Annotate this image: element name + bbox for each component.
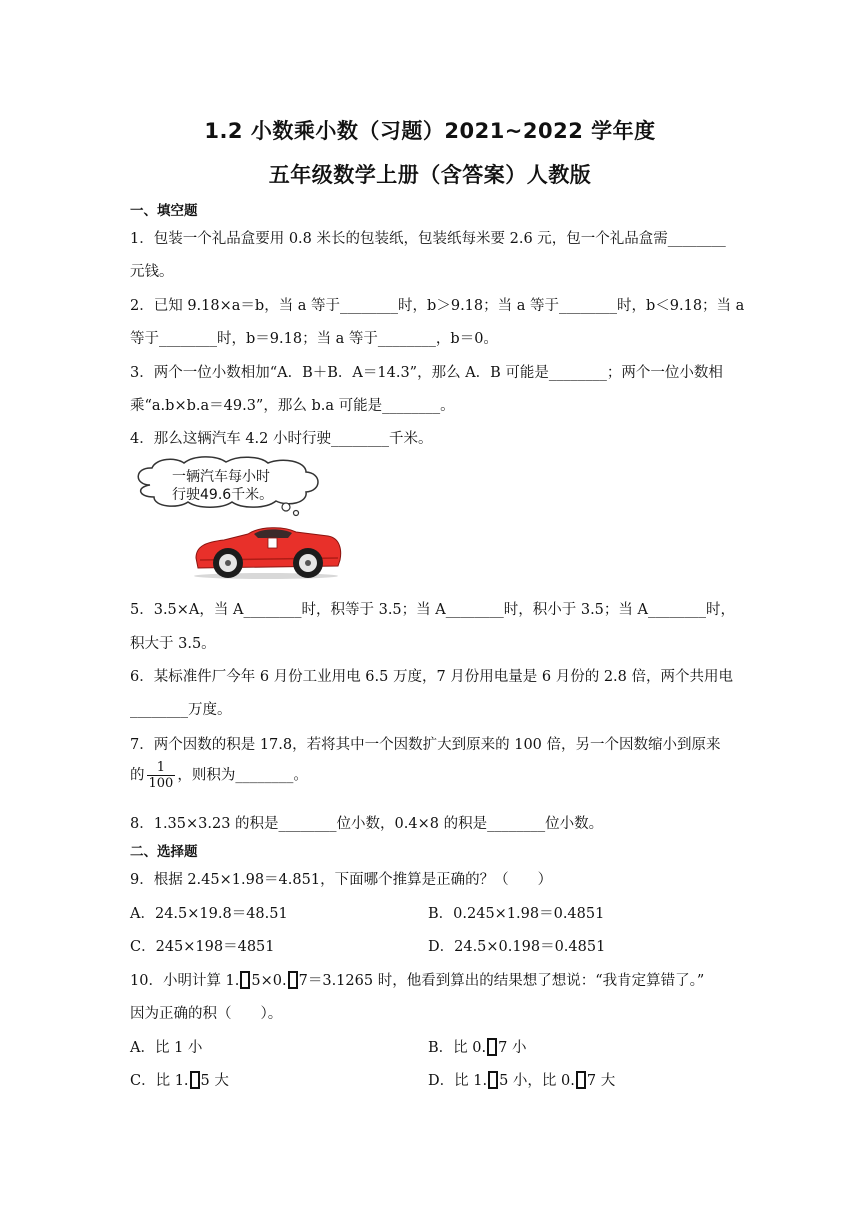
q7-line-2 [130, 760, 308, 791]
section-fill-in: 一、填空题 [130, 203, 198, 219]
q9-option-b: B．0.245×1.98＝0.4851 [428, 906, 605, 922]
q2-line-2: 等于________时，b＝9.18；当 a 等于________，b＝0。 [130, 331, 498, 347]
q7-line-1: 7．两个因数的积是 17.8，若将其中一个因数扩大到原来的 100 倍，另一个因数缩小到原来 [130, 737, 721, 753]
q1-line-2: 元钱。 [130, 264, 174, 280]
blank-box [576, 1071, 586, 1089]
q10-option-c [130, 1069, 229, 1090]
section-multiple-choice: 二、选择题 [130, 844, 198, 860]
q10-option-d-part-a: D．比 1. [428, 1073, 488, 1089]
q10-option-d-part-b: 5 小，比 0. [499, 1073, 575, 1089]
q10-option-c-part-b: 5 大 [200, 1073, 229, 1089]
blank-box [190, 1071, 200, 1089]
q10-option-b-part-b: 7 小 [498, 1040, 527, 1056]
blank-box [488, 1071, 498, 1089]
cloud-text-line-1: 一辆汽车每小时 [172, 469, 270, 485]
q3-line-2: 乘“a.b×b.a＝49.3”，那么 b.a 可能是________。 [130, 398, 455, 414]
q10-option-b-part-a: B．比 0. [428, 1040, 487, 1056]
q7-text-post: ，则积为________。 [177, 767, 308, 784]
fraction-1-100 [147, 760, 176, 791]
q9-option-c: C．245×198＝4851 [130, 939, 275, 955]
q9-option-d: D．24.5×0.198＝0.4851 [428, 939, 606, 955]
q10-stem-part-b: 5×0. [251, 973, 287, 989]
title-line-1: 1.2 小数乘小数（习题）2021~2022 学年度 [204, 119, 656, 143]
cloud-text-line-2: 行驶49.6千米。 [172, 487, 274, 503]
q10-stem-line-2: 因为正确的积（ ）。 [130, 1006, 283, 1022]
q10-option-b [428, 1036, 526, 1057]
q5-line-2: 积大于 3.5。 [130, 636, 216, 652]
q7-text-pre: 的 [130, 767, 145, 784]
q10-stem-line-1 [130, 969, 704, 990]
q2-line-1: 2．已知 9.18×a＝b，当 a 等于________时，b＞9.18；当 a 等于________时，b＜9.18；当 a [130, 298, 745, 314]
fraction-denominator: 100 [148, 776, 174, 791]
red-car-image [188, 514, 344, 580]
blank-box [487, 1038, 497, 1056]
q8-line-1: 8．1.35×3.23 的积是________位小数，0.4×8 的积是________位小数。 [130, 816, 604, 832]
speech-cloud [130, 455, 322, 517]
blank-box [240, 971, 250, 989]
fraction-numerator: 1 [147, 760, 176, 776]
q3-line-1: 3．两个一位小数相加“A．B＋B．A＝14.3”，那么 A．B 可能是________；两个一位小数相 [130, 365, 723, 381]
q9-stem: 9．根据 2.45×1.98＝4.851，下面哪个推算是正确的？（ ） [130, 872, 553, 888]
q10-stem-part-c: 7＝3.1265 时，他看到算出的结果想了想说：“我肯定算错了。” [298, 973, 705, 989]
q10-option-a: A．比 1 小 [130, 1040, 203, 1056]
title-line-2: 五年级数学上册（含答案）人教版 [268, 163, 592, 187]
q10-option-c-part-a: C．比 1. [130, 1073, 189, 1089]
q10-option-d-part-c: 7 大 [586, 1073, 616, 1089]
q5-line-1: 5．3.5×A，当 A________时，积等于 3.5；当 A________时，积小于 3.5；当 A________时， [130, 602, 735, 618]
q10-stem-part-a: 10．小明计算 1. [130, 973, 240, 989]
q9-option-a: A．24.5×19.8＝48.51 [130, 906, 288, 922]
blank-box [288, 971, 298, 989]
q10-option-d [428, 1069, 615, 1090]
q4-line-1: 4．那么这辆汽车 4.2 小时行驶________千米。 [130, 431, 433, 447]
q6-line-1: 6．某标准件厂今年 6 月份工业用电 6.5 万度，7 月份用电量是 6 月份的 2.8 倍，两个共用电 [130, 669, 734, 685]
q1-line-1: 1．包装一个礼品盒要用 0.8 米长的包装纸，包装纸每米要 2.6 元，包一个礼品盒需________ [130, 231, 726, 247]
q6-line-2: ________万度。 [130, 702, 232, 718]
